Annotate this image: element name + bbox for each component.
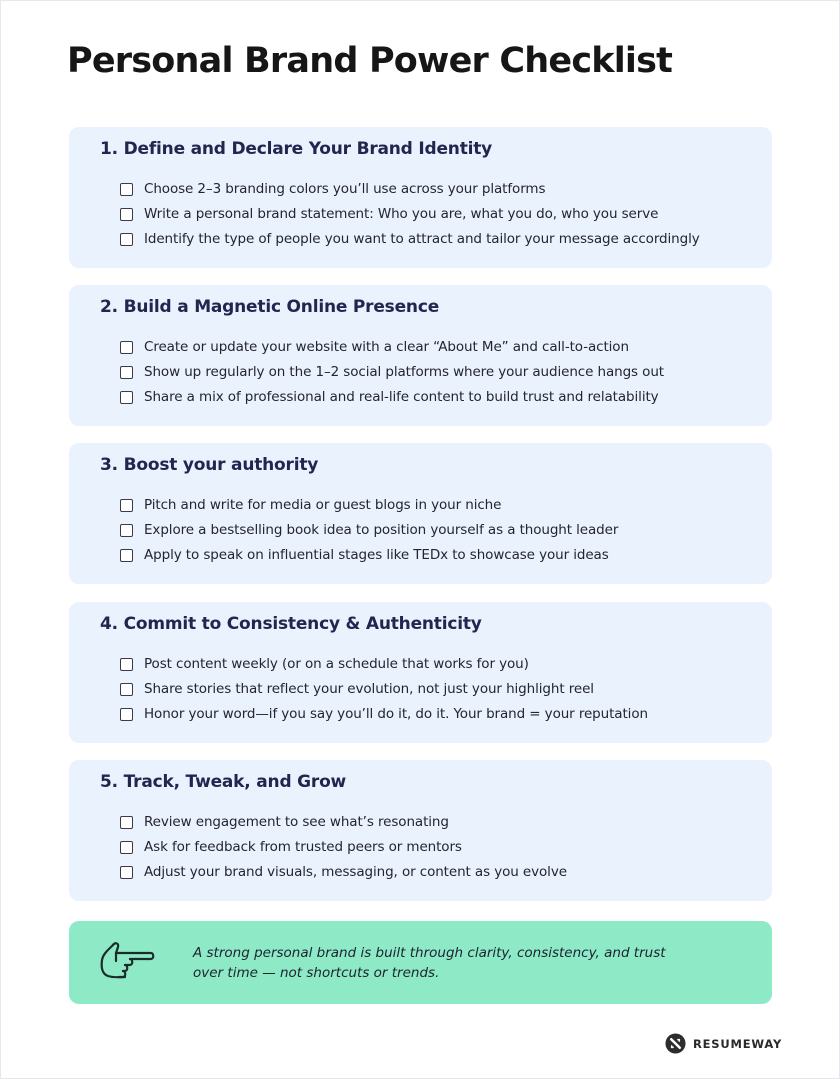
item-text: Write a personal brand statement: Who you are, what you do, who you serve (144, 206, 659, 222)
item-text: Explore a bestselling book idea to position yourself as a thought leader (144, 522, 619, 538)
checklist-item (120, 520, 618, 540)
checklist-item (120, 862, 567, 882)
checkbox[interactable] (120, 549, 133, 562)
section-brand-identity (69, 127, 772, 268)
checklist-item (120, 229, 700, 249)
checklist-item (120, 654, 529, 674)
brand-footer (665, 1033, 782, 1054)
item-text: Show up regularly on the 1–2 social platforms where your audience hangs out (144, 364, 664, 380)
section-heading: 2. Build a Magnetic Online Presence (100, 297, 440, 317)
item-text: Pitch and write for media or guest blogs in your niche (144, 497, 502, 513)
checkbox[interactable] (120, 391, 133, 404)
checkbox[interactable] (120, 658, 133, 671)
item-text: Identify the type of people you want to attract and tailor your message accordingly (144, 231, 700, 247)
section-consistency (69, 602, 772, 743)
pointing-hand-icon (99, 939, 155, 983)
section-online-presence (69, 285, 772, 426)
section-heading: 1. Define and Declare Your Brand Identity (100, 139, 493, 159)
page-title: Personal Brand Power Checklist (67, 41, 673, 81)
resumeway-logo-icon (665, 1033, 686, 1054)
checkbox[interactable] (120, 341, 133, 354)
section-authority (69, 443, 772, 584)
item-text: Post content weekly (or on a schedule that works for you) (144, 656, 529, 672)
checklist-item (120, 812, 449, 832)
item-text: Adjust your brand visuals, messaging, or content as you evolve (144, 864, 567, 880)
checklist-item (120, 204, 658, 224)
section-heading: 5. Track, Tweak, and Grow (100, 772, 347, 792)
tip-text (193, 943, 713, 983)
section-heading: 3. Boost your authority (100, 455, 319, 475)
checklist-item (120, 704, 648, 724)
checklist-item (120, 545, 609, 565)
tip-text-line: over time — not shortcuts or trends. (193, 965, 440, 981)
checkbox[interactable] (120, 208, 133, 221)
item-text: Review engagement to see what’s resonating (144, 814, 449, 830)
checkbox[interactable] (120, 233, 133, 246)
checkbox[interactable] (120, 499, 133, 512)
checkbox[interactable] (120, 841, 133, 854)
checkbox[interactable] (120, 683, 133, 696)
item-text: Create or update your website with a clear “About Me” and call-to-action (144, 339, 629, 355)
item-text: Apply to speak on influential stages like TEDx to showcase your ideas (144, 547, 609, 563)
checkbox[interactable] (120, 866, 133, 879)
tip-callout (69, 921, 772, 1004)
section-track-grow (69, 760, 772, 901)
item-text: Choose 2–3 branding colors you’ll use across your platforms (144, 181, 546, 197)
checklist-item (120, 387, 659, 407)
checkbox[interactable] (120, 816, 133, 829)
checklist-item (120, 362, 664, 382)
item-text: Honor your word—if you say you’ll do it, do it. Your brand = your reputation (144, 706, 648, 722)
checklist-item (120, 837, 462, 857)
checkbox[interactable] (120, 183, 133, 196)
item-text: Share a mix of professional and real-life content to build trust and relatability (144, 389, 659, 405)
checklist-item (120, 679, 594, 699)
brand-name: RESUMEWAY (693, 1036, 783, 1051)
section-heading: 4. Commit to Consistency & Authenticity (100, 614, 482, 634)
item-text: Share stories that reflect your evolution, not just your highlight reel (144, 681, 594, 697)
checklist-item (120, 495, 501, 515)
checkbox[interactable] (120, 524, 133, 537)
tip-text-line: A strong personal brand is built through clarity, consistency, and trust (193, 945, 666, 961)
checklist-item (120, 337, 629, 357)
checklist-item (120, 179, 545, 199)
checkbox[interactable] (120, 708, 133, 721)
checkbox[interactable] (120, 366, 133, 379)
item-text: Ask for feedback from trusted peers or mentors (144, 839, 462, 855)
